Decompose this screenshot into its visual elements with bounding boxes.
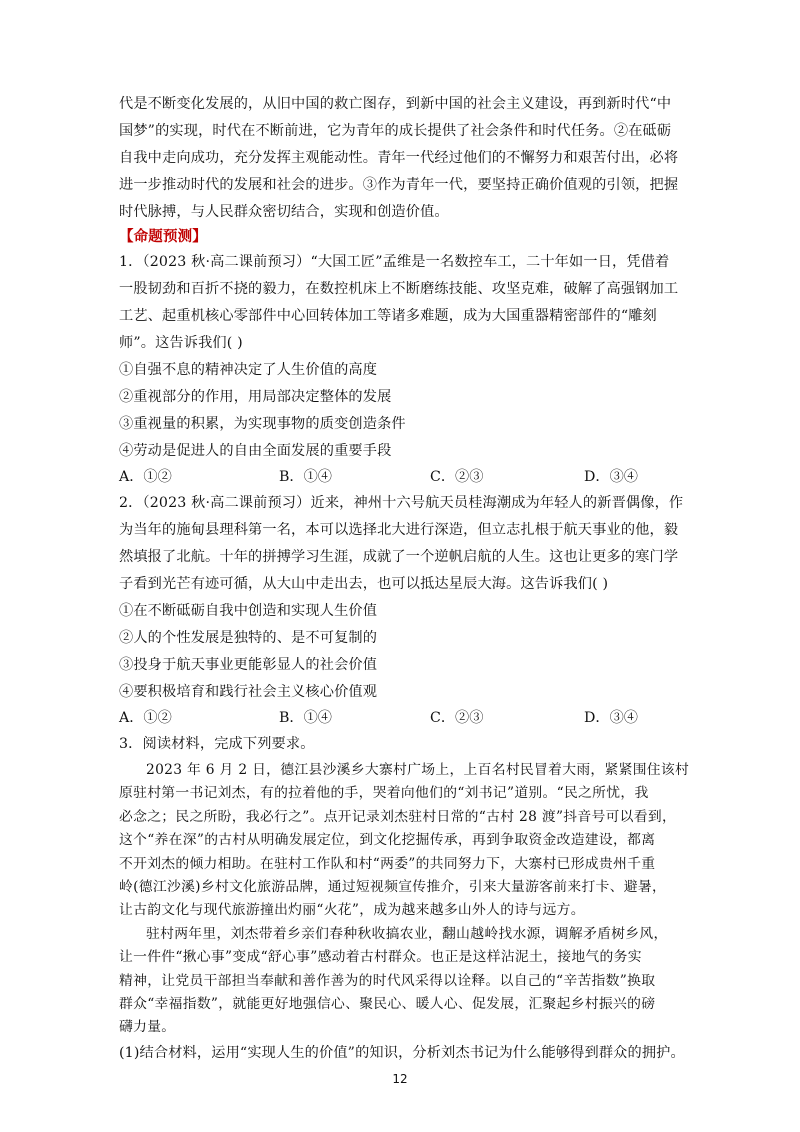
q3-material-line: 精神，让党员干部担当奉献和善作善为的时代风采得以诠释。以自己的“辛苦指数”换取 [119, 972, 656, 989]
q1-statement: ①自强不息的精神决定了人生价值的高度 [119, 362, 378, 378]
q3-material-line: 礴力量。 [119, 1019, 176, 1036]
q3-material-line: 必念之；民之所盼，我必行之”。点开记录刘杰驻村日常的“古村 28 渡”抖音号可以看到， [119, 808, 677, 825]
q1-statement: ④劳动是促进人的自由全面发展的重要手段 [119, 443, 392, 459]
q3-material-line: 让古韵文化与现代旅游撞出灼丽“火花”，成为越来越多山外人的诗与远方。 [119, 902, 585, 919]
q2-statement: ②人的个性发展是独特的、是不可复制的 [119, 630, 378, 646]
q2-options [119, 708, 659, 728]
intro-line: 自我中走向成功，充分发挥主观能动性。青年一代经过他们的不懈努力和艰苦付出，必将 [119, 150, 679, 166]
q3-stem: 3．阅读材料，完成下列要求。 [119, 736, 315, 752]
q1-option-d[interactable]: D．③④ [584, 469, 638, 485]
q1-stem-line: 1．（2023 秋·高二课前预习）“大国工匠”孟维是一名数控车工，二十年如一日，凭借着 [119, 254, 670, 270]
q3-material-line: 驻村两年里，刘杰带着乡亲们春种秋收搞农业，翻山越岭找水源，调解矛盾树乡风， [146, 925, 668, 942]
q3-material-line: 这个“养在深”的古村从明确发展定位，到文化挖掘传承，再到争取资金改造建设，都离 [119, 832, 656, 849]
q3-material-line: 2023 年 6 月 2 日，德江县沙溪乡大寨村广场上，上百名村民冒着大雨，紧紧围住该村 [146, 762, 690, 778]
intro-line: 时代脉搏，与人民群众密切结合，实现和创造价值。 [119, 204, 449, 220]
q3-material-line: 群众“幸福指数”，就能更好地强信心、聚民心、暖人心、促发展，汇聚起乡村振兴的磅 [119, 996, 656, 1012]
intro-line: 代是不断变化发展的，从旧中国的救亡图存，到新中国的社会主义建设，再到新时代“中 [119, 96, 672, 112]
q1-option-c[interactable]: C．②③ [430, 469, 484, 485]
intro-line: 国梦”的实现，时代在不断前进，它为青年的成长提供了社会条件和时代任务。②在砥砺 [119, 123, 672, 139]
q1-option-b[interactable]: B．①④ [279, 469, 332, 485]
q2-statement: ①在不断砥砺自我中创造和实现人生价值 [119, 603, 378, 619]
q2-option-c[interactable]: C．②③ [430, 710, 484, 726]
q2-statement: ④要积极培育和践行社会主义核心价值观 [119, 684, 378, 700]
q3-material-line: 岭(德江沙溪)乡村文化旅游品牌，通过短视频宣传推介，引来大量游客前来打卡、避暑， [119, 879, 667, 895]
q2-statement: ③投身于航天事业更能彰显人的社会价值 [119, 657, 378, 673]
q1-options [119, 467, 659, 487]
q2-stem-line: 子看到光芒有迹可循，从大山中走出去，也可以抵达星辰大海。这告诉我们( ) [119, 576, 609, 592]
intro-line: 进一步推动时代的发展和社会的进步。③作为青年一代，要坚持正确价值观的引领，把握 [119, 177, 679, 193]
q1-statement: ③重视量的积累，为实现事物的质变创造条件 [119, 416, 406, 432]
q1-stem-line: 师”。这告诉我们( ) [119, 335, 243, 351]
q3-material-line: 不开刘杰的倾力相助。在驻村工作队和村“两委”的共同努力下，大寨村已形成贵州千重 [119, 855, 656, 872]
q3-material-line: 原驻村第一书记刘杰，有的拉着他的手，哭着向他们的“刘书记”道别。“民之所忧，我 [119, 785, 649, 802]
q2-stem-line: 然填报了北航。十年的拼搏学习生涯，成就了一个逆帆启航的人生。这也让更多的寒门学 [119, 549, 679, 565]
q3-material-line: 让一件件“揪心事”变成“舒心事”感动着古村群众。也正是这样沾泥土，接地气的务实 [119, 949, 642, 966]
q2-stem-line: 为当年的施甸县理科第一名，本可以选择北大进行深造，但立志扎根于航天事业的他，毅 [119, 522, 679, 538]
q1-statement: ②重视部分的作用，用局部决定整体的发展 [119, 389, 392, 405]
q1-stem-line: 一股韧劲和百折不挠的毅力，在数控机床上不断磨练技能、攻坚克难，破解了高强钢加工 [119, 281, 679, 297]
q2-option-b[interactable]: B．①④ [279, 710, 332, 726]
q2-option-d[interactable]: D．③④ [584, 710, 638, 726]
q3-sub1: (1)结合材料，运用“实现人生的价值”的知识，分析刘杰书记为什么能够得到群众的拥护。 [119, 1044, 685, 1061]
section-heading: 【命题预测】 [119, 229, 207, 245]
q2-stem-line: 2．（2023 秋·高二课前预习）近来，神州十六号航天员桂海潮成为年轻人的新晋偶像，作 [119, 495, 684, 511]
q2-option-a[interactable]: A．①② [119, 710, 172, 726]
q1-stem-line: 工艺、起重机核心零部件中心回转体加工等诸多难题，成为大国重器精密部件的“雕刻 [119, 308, 657, 324]
q1-option-a[interactable]: A．①② [119, 469, 172, 485]
page-number: 12 [392, 1072, 408, 1086]
